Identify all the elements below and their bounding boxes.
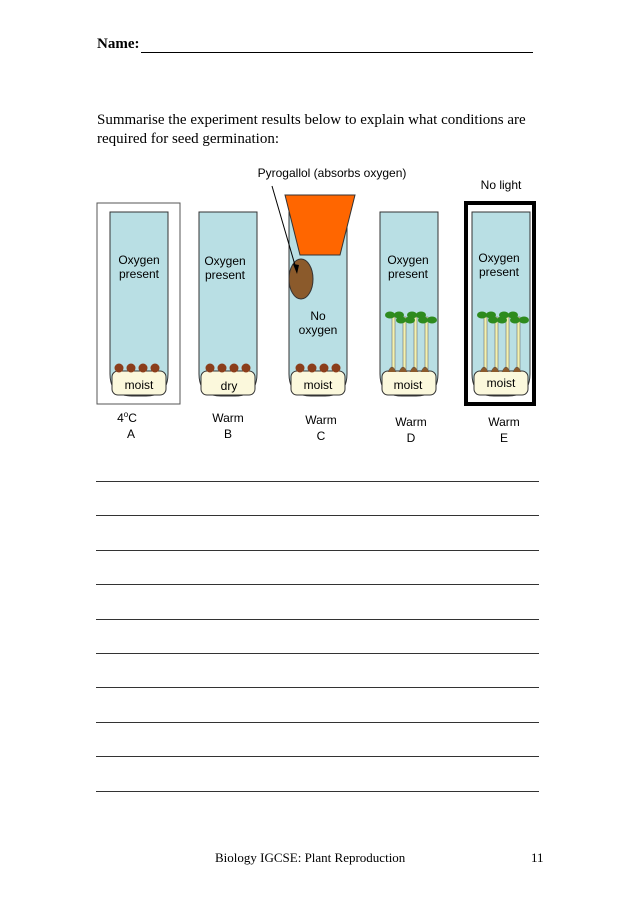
answer-line <box>96 550 539 551</box>
tube-d-inside-line1: Oxygen <box>387 253 429 267</box>
answer-line <box>96 619 539 620</box>
tube-e-inside-line1: Oxygen <box>478 251 520 265</box>
tube-c-inside-line1: No <box>310 309 326 323</box>
tube-e <box>472 212 530 396</box>
tube-e-inside-line2: present <box>478 265 520 279</box>
tube-a-bottom-label: moist <box>124 378 154 392</box>
tube-a-letter: A <box>126 427 136 441</box>
tube-c <box>272 186 355 396</box>
tube-d-inside-line2: present <box>387 267 429 281</box>
tube-d-bottom-label: moist <box>393 378 423 392</box>
tube-c-letter: C <box>316 429 326 443</box>
answer-line <box>96 653 539 654</box>
pyrogallol-bag <box>289 259 313 299</box>
tube-b <box>199 212 257 396</box>
tube-d-letter: D <box>406 431 416 445</box>
tube-d <box>380 212 438 396</box>
tube-a-condition: 4$^o$C <box>117 410 137 425</box>
tube-e-letter: E <box>499 431 509 445</box>
answer-line <box>96 515 539 516</box>
tube-c-inside-line2: oxygen <box>298 323 338 337</box>
page-number: 11 <box>531 850 544 865</box>
tube-d-condition: Warm <box>395 415 427 429</box>
footer-title: Biology IGCSE: Plant Reproduction <box>215 850 406 865</box>
tube-b-letter: B <box>223 427 233 441</box>
no-light-label: No light <box>480 178 522 192</box>
tube-e-bottom-label: moist <box>486 376 516 390</box>
instruction-text: Summarise the experiment results below to explain what conditions are required for seed germination: <box>97 112 526 147</box>
answer-line <box>96 722 539 723</box>
tube-a-inside-line1: Oxygen <box>118 253 160 267</box>
answer-line <box>96 791 539 792</box>
answer-line <box>96 687 539 688</box>
name-label: Name: <box>97 36 140 52</box>
tube-b-condition: Warm <box>212 411 244 425</box>
tube-a <box>110 212 168 396</box>
tube-e-condition: Warm <box>488 415 520 429</box>
tube-a-inside-line2: present <box>118 267 160 281</box>
tube-b-inside-line1: Oxygen <box>204 254 246 268</box>
tube-c-bottom-label: moist <box>303 378 333 392</box>
answer-line <box>96 584 539 585</box>
answer-line <box>96 481 539 482</box>
tube-b-bottom-label: dry <box>220 379 238 393</box>
answer-line <box>96 756 539 757</box>
tube-b-inside-line2: present <box>204 268 246 282</box>
pyrogallol-label: Pyrogallol (absorbs oxygen) <box>257 166 407 180</box>
tube-c-condition: Warm <box>305 413 337 427</box>
